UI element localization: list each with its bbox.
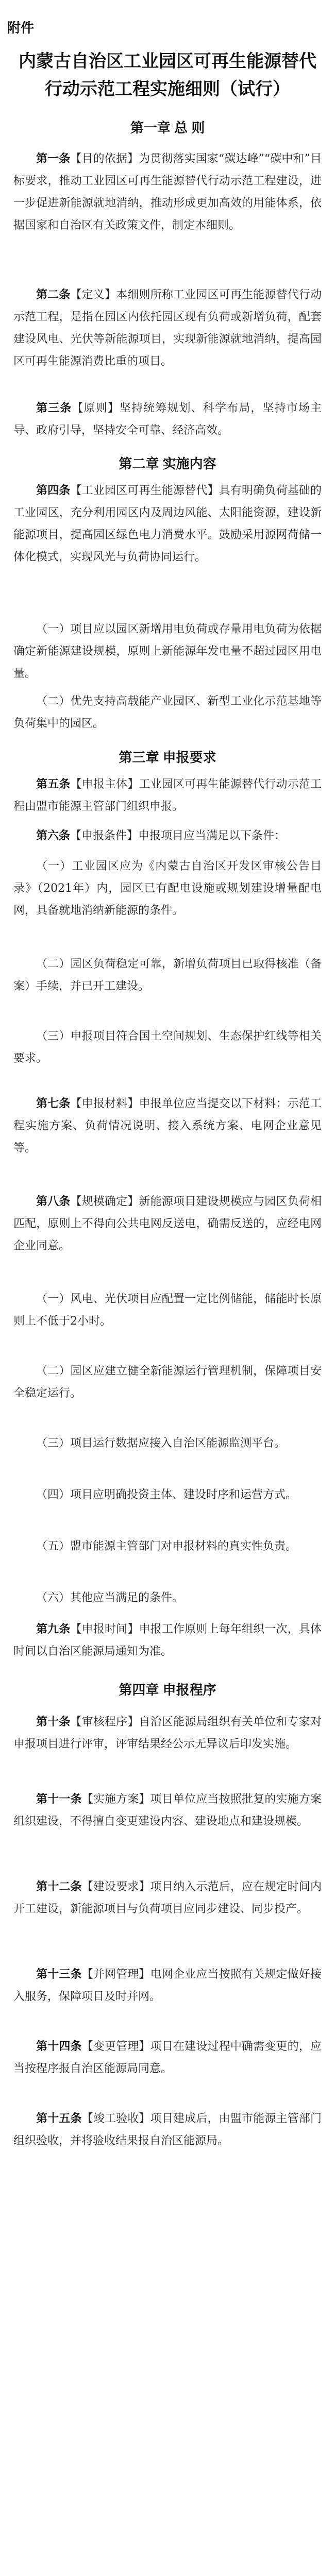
article-number: 第六条 <box>36 829 71 842</box>
article-number: 第九条 <box>36 1622 71 1635</box>
article-text: 【目的依据】为贯彻落实国家“碳达峰”“碳中和”目标要求，推动工业园区可再生能源替代行动示范工程建设，进一步促进新能源就地消纳，推动形成更加高效的用能体系，依据国家和自治区有关政策文件，制定本细则。 <box>13 152 322 232</box>
article-number: 第十条 <box>36 1715 71 1728</box>
item-6-1 <box>13 855 322 922</box>
chapter-2-heading: 第二章 实施内容 <box>119 456 216 471</box>
article-text: 【审核程序】自治区能源局组织有关单位和专家对申报项目进行评审，评审结果经公示无异议后印发实施。 <box>13 1716 322 1751</box>
article-14 <box>13 2035 322 2080</box>
item-6-3 <box>13 1025 322 1070</box>
article-number: 第十五条 <box>36 2112 82 2125</box>
chapter-4-heading: 第四章 申报程序 <box>119 1682 216 1698</box>
item-4-1 <box>13 618 322 685</box>
article-text: 【建设要求】项目纳入示范后，应在规定时间内开工建设，新能源项目与负荷项目应同步建设、同步投产。 <box>13 1880 322 1916</box>
article-text: 【竣工验收】项目建成后，由盟市能源主管部门组织验收，并将验收结果报自治区能源局。 <box>13 2112 322 2147</box>
item-text: （二）园区应建立健全新能源运行管理机制，保障项目安全稳定运行。 <box>13 1365 322 1400</box>
article-4 <box>13 479 322 568</box>
article-number: 第三条 <box>36 401 72 414</box>
chapter-1-heading: 第一章 总 则 <box>130 120 205 135</box>
article-text: 【原则】坚持统筹规划、科学布局，坚持市场主导、政府引导，坚持安全可靠、经济高效。 <box>13 402 322 437</box>
item-4-2 <box>13 690 322 735</box>
item-8-5 <box>13 1535 322 1557</box>
article-number: 第十一条 <box>36 1792 82 1805</box>
article-number: 第二条 <box>36 288 71 301</box>
item-text: （五）盟市能源主管部门对申报材料的真实性负责。 <box>36 1540 297 1553</box>
article-11 <box>13 1788 322 1833</box>
article-number: 第八条 <box>36 1195 71 1208</box>
item-text: （二）园区负荷稳定可靠，新增负荷项目已取得核准（备案）手续，并已开工建设。 <box>13 958 322 993</box>
item-8-3 <box>13 1432 322 1454</box>
article-number: 第一条 <box>36 152 71 165</box>
article-number: 第十四条 <box>36 2040 82 2053</box>
article-8 <box>13 1190 322 1257</box>
article-text: 【定义】本细则所称工业园区可再生能源替代行动示范工程，是指在园区内依托园区现有负荷或新增负荷，配套建设风电、光伏等新能源项目，实现新能源就地消纳，提高园区可再生能源消费比重的项目。 <box>13 289 322 368</box>
article-15 <box>13 2107 322 2152</box>
article-2 <box>13 283 322 372</box>
attachment-label: 附件 <box>7 20 35 36</box>
article-13 <box>13 1963 322 2008</box>
item-text: （三）申报项目符合国土空间规划、生态保护红线等相关要求。 <box>13 1030 322 1065</box>
article-9 <box>13 1618 322 1663</box>
article-number: 第十二条 <box>36 1880 82 1893</box>
article-6 <box>13 824 322 847</box>
item-text: （一）风电、光伏项目应配置一定比例储能，储能时长原则上不低于2小时。 <box>13 1293 322 1328</box>
item-8-1 <box>13 1288 322 1332</box>
article-text: 【实施方案】项目单位应当按照批复的实施方案组织建设，不得擅自变更建设内容、建设地点和建设规模。 <box>13 1793 322 1828</box>
item-8-2 <box>13 1360 322 1404</box>
article-number: 第五条 <box>36 777 71 790</box>
article-3 <box>13 397 322 442</box>
chapter-3-heading: 第三章 申报要求 <box>119 750 216 765</box>
article-number: 第七条 <box>36 1097 71 1110</box>
article-number: 第四条 <box>36 484 71 497</box>
article-text: 【申报主体】工业园区可再生能源替代行动示范工程由盟市能源主管部门组织申报。 <box>13 778 322 813</box>
item-text: （一）项目应以园区新增用电负荷或存量用电负荷为依据确定新能源建设规模，原则上新能源年发电量不超过园区用电量。 <box>13 623 322 680</box>
article-10 <box>13 1710 322 1755</box>
item-text: （六）其他应当满足的条件。 <box>36 1591 184 1604</box>
article-1 <box>13 147 322 236</box>
item-6-2 <box>13 953 322 997</box>
article-text: 【申报条件】申报项目应当满足以下条件： <box>70 829 286 842</box>
article-text: 【规模确定】新能源项目建设规模应与园区负荷相匹配，原则上不得向公共电网反送电，确需反送的，应经电网企业同意。 <box>13 1195 322 1252</box>
article-text: 【工业园区可再生能源替代】具有明确负荷基础的工业园区，充分利用园区内及周边风能、太阳能资源，建设新能源项目，提高园区绿色电力消费水平。鼓励采用源网荷储一体化模式，实现风光与负荷协同运行。 <box>13 484 322 564</box>
item-text: （三）项目运行数据应接入自治区能源监测平台。 <box>36 1437 286 1450</box>
article-text: 【申报材料】申报单位应当提交以下材料：示范工程实施方案、负荷情况说明、接入系统方案、电网企业意见等。 <box>13 1097 322 1155</box>
article-text: 【申报时间】申报工作原则上每年组织一次，具体时间以自治区能源局通知为准。 <box>13 1623 322 1658</box>
item-8-4 <box>13 1484 322 1506</box>
document-title: 内蒙古自治区工业园区可再生能源替代行动示范工程实施细则（试行） <box>19 51 316 99</box>
item-text: （一）工业园区应为《内蒙古自治区开发区审核公告目录》（2021年）内，园区已有配电设施或规划建设增量配电网，具备就地消纳新能源的条件。 <box>13 860 322 917</box>
article-text: 【并网管理】电网企业应当按照有关规定做好接入服务，保障项目及时并网。 <box>13 1968 322 2003</box>
item-text: （四）项目应明确投资主体、建设时序和运营方式。 <box>36 1488 297 1501</box>
article-7 <box>13 1092 322 1159</box>
item-text: （二）优先支持高载能产业园区、新型工业化示范基地等负荷集中的园区。 <box>13 695 322 730</box>
item-8-6 <box>13 1587 322 1609</box>
article-12 <box>13 1875 322 1920</box>
article-number: 第十三条 <box>36 1968 82 1980</box>
article-5 <box>13 773 322 818</box>
article-text: 【变更管理】项目在建设过程中确需变更的，应当按程序报自治区能源局同意。 <box>13 2040 322 2075</box>
